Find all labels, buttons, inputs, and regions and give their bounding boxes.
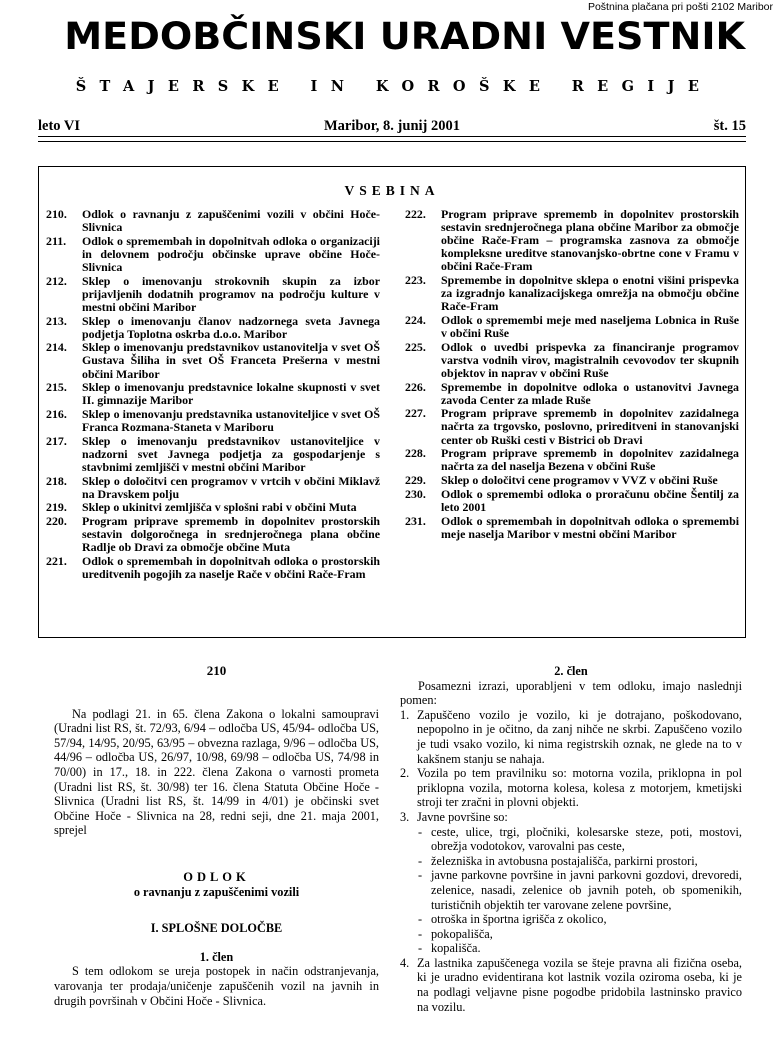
toc-entry	[46, 555, 380, 581]
toc-entry-text: Sklep o imenovanju predstavnikov ustanovitelja v svet OŠ Gustava Šiliha in svet OŠ Franceta Prešerna v mestni občini Maribor	[82, 340, 380, 381]
toc-entry-text: Sklep o imenovanju predstavnice lokalne skupnosti v svet II. gimnazije Maribor	[82, 380, 380, 408]
toc-entry-text: Program priprave sprememb in dopolnitev zazidalnega načrta za trgovsko, poslovno, prireditveni in stanovanjski center ob Ruški cesti v Bistrici ob Dravi	[441, 406, 739, 447]
body-column-left	[54, 664, 379, 1008]
divider	[38, 136, 746, 137]
list-item	[400, 810, 742, 825]
sub-list-item-text: železniška in avtobusna postajališča, parkirni prostori,	[431, 853, 698, 868]
article-heading: 1. člen	[199, 949, 234, 964]
list-item	[400, 766, 742, 810]
masthead-subtitle: ŠTAJERSKE IN KOROŠKE REGIJE	[75, 78, 713, 95]
issue-year: leto VI	[38, 118, 81, 134]
act-subtitle: o ravnanju z zapuščenimi vozili	[133, 884, 300, 899]
toc-entry-text: Program priprave sprememb in dopolnitev prostorskih sestavin srednjeročnega plana občine Maribor za območje občine Rače-Fram – programska zasnova za območje kompleksne ureditve stanovanjsko-obrtne cone v Framu v občini Rače-Fram	[441, 207, 739, 274]
toc-title: VSEBINA	[344, 183, 440, 198]
toc-entry	[46, 501, 380, 514]
issue-bar	[38, 116, 746, 138]
toc-entry-text: Sklep o imenovanju predstavnikov ustanoviteljice v nadzorni svet Javnega podjetja za gospodarjenje s stavbnimi zemljišči v mestni občini Maribor	[82, 433, 380, 474]
toc-entry-text: Odlok o spremembah in dopolnitvah odloka o organizaciji in delovnem področju občinske uprave občine Hoče-Slivnica	[82, 233, 380, 274]
bullet-dash: -	[418, 912, 423, 927]
document-number: 210	[206, 663, 227, 678]
list-item-text: Za lastnika zapuščenega vozila se šteje pravna ali fizična oseba, ki je uradno evidentirana kot lastnik vozila oziroma oseba, ki je na podlagi veljavne pisne pogodbe pridobila lastninsko pravico na vozilu.	[417, 955, 742, 1014]
toc-entry-text: Program priprave sprememb in dopolnitev zazidalnega načrta za del naselja Bezena v občini Ruše	[441, 446, 739, 474]
bullet-dash: -	[418, 868, 423, 883]
bullet-dash: -	[418, 941, 423, 956]
act-title: ODLOK	[183, 869, 250, 884]
list-item-number: 4.	[400, 955, 410, 970]
toc-entry	[405, 488, 739, 514]
toc-entry-text: Odlok o spremembah in dopolnitvah odloka o prostorskih ureditvenih pogojih za naselje Rače v občini Rače-Fram	[82, 553, 380, 582]
list-item-number: 1.	[400, 707, 410, 722]
sub-list-item	[400, 868, 742, 912]
section-heading: I. SPLOŠNE DOLOČBE	[150, 921, 283, 936]
postage-note: Poštnina plačana pri pošti 2102 Maribor	[587, 1, 773, 13]
toc-entry-text: Sklep o določitvi cen programov v vrtcih v občini Miklavž na Dravskem polju	[82, 473, 380, 501]
toc-entry	[46, 235, 380, 274]
toc-entry-number: 221.	[46, 553, 67, 568]
toc-entry-text: Odlok o spremembi meje med naseljema Lobnica in Ruše v občini Ruše	[441, 312, 739, 341]
article-intro: Posamezni izrazi, uporabljeni v tem odloku, imajo naslednji pomen:	[400, 678, 742, 708]
list-item-number: 3.	[400, 809, 410, 824]
list-item-text: Zapuščeno vozilo je vozilo, ki je dotrajano, poškodovano, nepopolno in je očitno, da zanj nihče ne skrbi. Zapuščeno vozilo je tudi vsako vozilo, ki nima registrskih oznak, ne glede na to v kakšnem stanju se nahaja.	[417, 707, 742, 766]
article-heading: 2. člen	[554, 664, 588, 678]
toc-entry-text: Sklep o imenovanju strokovnih skupin za izbor prijavljenih dodatnih programov na področju kulture v mestni občini Maribor	[82, 273, 380, 314]
toc-entry-text: Odlok o spremembi odloka o proračunu občine Šentilj za leto 2001	[441, 486, 739, 514]
toc-entry-number: 231.	[405, 513, 426, 528]
toc-entry-number: 227.	[405, 406, 426, 421]
list-item	[400, 956, 742, 1014]
toc-entry-number: 222.	[405, 207, 426, 221]
sub-list-item-text: kopališča.	[431, 941, 481, 956]
toc-entry-number: 229.	[405, 473, 426, 488]
sub-list-item	[400, 854, 742, 869]
toc-entry-number: 228.	[405, 446, 426, 461]
toc-entry	[46, 435, 380, 474]
sub-list-item-text: ceste, ulice, trgi, pločniki, kolesarske steze, poti, mostovi, obrežja vodotokov, varovalni pas ceste,	[431, 824, 742, 854]
toc-entry-number: 215.	[46, 380, 67, 395]
list-item-text: Vozila po tem pravilniku so: motorna vozila, priklopna in pol priklopna vozila, motorna kolesa, kolesa z motorjem, kmetijski stroji ter zračni in plovni objekti.	[417, 766, 742, 810]
toc-entry	[405, 274, 739, 313]
toc-entry	[405, 474, 739, 487]
toc-entry	[405, 208, 739, 273]
list-item-number: 2.	[400, 766, 410, 781]
sub-list-item	[400, 825, 742, 854]
toc-entry	[46, 315, 380, 341]
toc-entry-number: 210.	[46, 207, 67, 221]
toc-entry	[46, 475, 380, 501]
sub-list-item-text: pokopališča,	[431, 926, 493, 941]
toc-entry-text: Sklep o imenovanju predstavnika ustanoviteljice v svet OŠ Franca Rozmana-Staneta v Mariboru	[82, 406, 380, 435]
toc-entry	[405, 381, 739, 407]
toc-entry-text: Spremembe in dopolnitve odloka o ustanovitvi Javnega zavoda Center za mlade Ruše	[441, 379, 739, 407]
toc-entry-number: 225.	[405, 339, 426, 354]
toc-entry-text: Odlok o spremembah in dopolnitvah odloka o spremembi meje naselja Maribor v mestni občini Maribor	[441, 513, 739, 541]
toc-entry	[405, 447, 739, 473]
toc-entry	[46, 408, 380, 434]
toc-entry	[405, 314, 739, 340]
toc-entry-number: 216.	[46, 406, 67, 421]
masthead-title: MEDOBČINSKI URADNI VESTNIK	[64, 15, 746, 58]
sub-list-item-text: javne parkovne površine in javni parkovni gozdovi, drevoredi, zelenice, nasadi, zelenice ob javnih poteh, ob spomenikih, turističnih objektih ter varovane zelene površine,	[431, 868, 742, 912]
article-text: S tem odlokom se ureja postopek in način odstranjevanja, varovanja ter prodaja/uničenje zapuščenih vozil na javnih in drugih površinah v Občini Hoče - Slivnica.	[54, 964, 379, 1008]
toc-entry	[405, 515, 739, 541]
definition-list	[400, 708, 742, 825]
toc-entry	[46, 208, 380, 234]
toc-entry-number: 220.	[46, 514, 67, 529]
toc-entry	[405, 341, 739, 380]
body-column-right	[400, 664, 742, 1014]
toc-column-right	[405, 208, 739, 541]
toc-entry-number: 218.	[46, 473, 67, 488]
issue-place-date: Maribor, 8. junij 2001	[323, 118, 460, 134]
table-of-contents	[38, 166, 746, 638]
toc-entry	[405, 407, 739, 446]
toc-entry	[46, 381, 380, 407]
toc-entry	[46, 515, 380, 554]
toc-entry	[46, 275, 380, 314]
toc-entry-text: Sklep o imenovanju članov nadzornega sveta Javnega podjetja Toplotna oskrba d.o.o. Maribor	[82, 313, 380, 341]
list-item-text: Javne površine so:	[417, 809, 508, 824]
toc-entry-number: 226.	[405, 379, 426, 394]
toc-entry-text: Odlok o ravnanju z zapuščenimi vozili v občini Hoče-Slivnica	[82, 207, 380, 235]
toc-entry-text: Sklep o določitvi cene programov v VVZ v občini Ruše	[441, 473, 718, 488]
toc-entry-number: 213.	[46, 313, 67, 328]
toc-entry-number: 212.	[46, 273, 67, 288]
sub-list-item	[400, 912, 742, 927]
divider	[38, 141, 746, 142]
toc-entry-number: 224.	[405, 312, 426, 327]
toc-entry-number: 223.	[405, 273, 426, 288]
toc-entry-number: 219.	[46, 500, 67, 515]
toc-column-left	[46, 208, 380, 582]
bullet-dash: -	[418, 853, 423, 868]
bullet-dash: -	[418, 926, 423, 941]
toc-entry-text: Sklep o ukinitvi zemljišča v splošni rabi v občini Muta	[82, 500, 357, 515]
toc-entry-text: Spremembe in dopolnitve sklepa o enotni višini prispevka za izgradnjo kanalizacijskega omrežja na območju občine Rače-Fram	[441, 273, 739, 314]
toc-entry-number: 217.	[46, 433, 67, 448]
toc-entry-text: Odlok o uvedbi prispevka za financiranje programov varstva vodnih virov, magistralnih cevovodov ter skupnih objektov in naprav v občini Ruše	[441, 339, 739, 380]
toc-entry	[46, 341, 380, 380]
toc-entry-number: 230.	[405, 486, 426, 501]
toc-entry-number: 214.	[46, 340, 67, 355]
preamble: Na podlagi 21. in 65. člena Zakona o lokalni samoupravi (Uradni list RS, št. 72/93, 6/94 – odločba US, 45/94- odločba US, 57/94, 14/95, 20/95, 63/95 – obvezna razlaga, 9/96 – odločba US, 44/96 – odločba US, 26/97, 10/98, 69/98 – odločba US, 74/98 in 70/00) in 17., 18. in 222. člena Zakona o varnosti prometa (Uradni list RS, št. 30/98) ter 16. člena Statuta Občine Hoče - Slivnica (Uradni list RS, št. 14/99 in 4/01) je občinski svet Občine Hoče - Slivnica na 28, redni seji, dne 21. maja 2001, sprejel	[54, 706, 379, 838]
issue-number: št. 15	[713, 118, 746, 134]
sub-list-item-text: otroška in športna igrišča z okolico,	[431, 912, 607, 927]
sub-list-item	[400, 927, 742, 942]
sub-list-item	[400, 941, 742, 956]
list-item	[400, 708, 742, 766]
toc-entry-number: 211.	[46, 233, 67, 248]
bullet-dash: -	[418, 824, 423, 839]
public-areas-list	[400, 825, 742, 956]
toc-entry-text: Program priprave sprememb in dopolnitev prostorskih sestavin dolgoročnega in srednjeročnega plana občine Radlje ob Dravi za območje občine Muta	[82, 514, 380, 555]
